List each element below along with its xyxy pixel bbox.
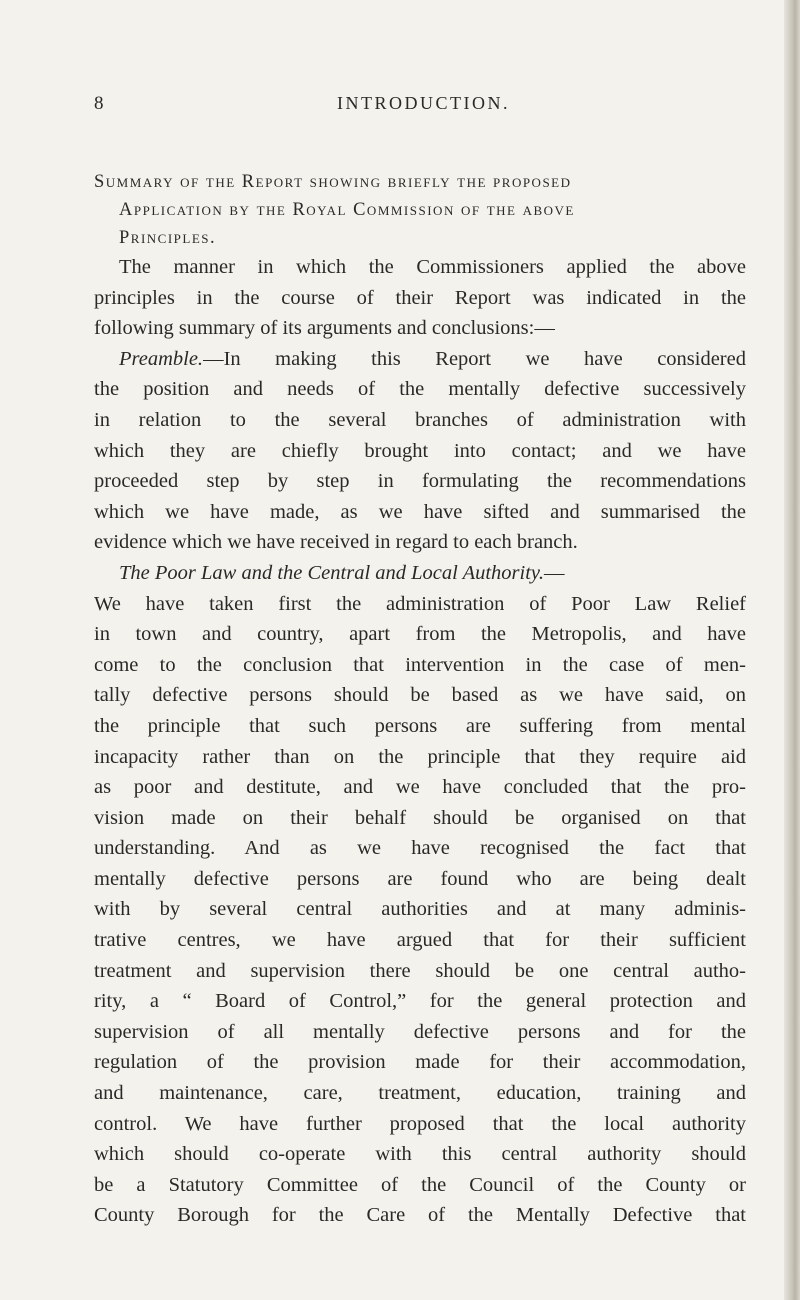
running-head: INTRODUCTION. (337, 93, 510, 113)
text-line: which they are chiefly brought into contact; and we have (94, 439, 746, 462)
heading-line: Principles. (119, 228, 217, 248)
text-line: come to the conclusion that intervention in the case of men- (94, 653, 746, 676)
page-number: 8 (94, 93, 104, 114)
text-line: which we have made, as we have sifted and summarised the (94, 500, 746, 523)
text-line: control. We have further proposed that the local authority (94, 1112, 746, 1135)
text-line: proceeded step by step in formulating the recommendations (94, 470, 746, 493)
text-line: regulation of the provision made for their accommodation, (94, 1051, 746, 1074)
text-line: The manner in which the Commissioners applied the above (119, 256, 746, 278)
text-line: principles in the course of their Report was indicated in the (94, 286, 746, 309)
text-line: which should co-operate with this central authority should (94, 1143, 746, 1166)
text-line: be a Statutory Committee of the Council of the County or (94, 1173, 746, 1196)
text-line: mentally defective persons are found who are being dealt (94, 867, 746, 890)
text-line: in town and country, apart from the Metropolis, and have (94, 623, 746, 646)
text-line: understanding. And as we have recognised the fact that (94, 837, 746, 860)
preamble-title: Preamble. (119, 347, 204, 370)
page-edge-shadow (784, 0, 800, 1300)
text-line: the position and needs of the mentally defective successively (94, 378, 746, 401)
text-line: and maintenance, care, treatment, education, training and (94, 1082, 746, 1105)
section-title-dash: — (544, 561, 565, 584)
heading-line: Summary of the Report showing briefly the proposed (94, 172, 572, 192)
text-line: supervision of all mentally defective persons and for the (94, 1020, 746, 1043)
preamble-line (94, 344, 746, 375)
text-line: in relation to the several branches of administration with (94, 408, 746, 431)
text-line: evidence which we have received in regard to each branch. (94, 531, 578, 554)
text-line: with by several central authorities and at many adminis- (94, 898, 746, 921)
text-line: rity, a “ Board of Control,” for the general protection and (94, 990, 746, 1013)
section-heading (94, 168, 734, 252)
text-line: tally defective persons should be based as we have said, on (94, 684, 746, 707)
text-line: trative centres, we have argued that for their sufficient (94, 929, 746, 952)
text-line: County Borough for the Care of the Mentally Defective that (94, 1204, 746, 1227)
text-line: We have taken first the administration of Poor Law Relief (94, 592, 746, 615)
text-line: the principle that such persons are suffering from mental (94, 714, 746, 737)
body-text (94, 252, 746, 1231)
section-title: The Poor Law and the Central and Local Authority. (119, 561, 545, 584)
heading-line: Application by the Royal Commission of the above (119, 200, 575, 220)
text-line: vision made on their behalf should be organised on that (94, 806, 746, 829)
text-line: as poor and destitute, and we have concluded that the pro- (94, 776, 746, 799)
text-line: following summary of its arguments and conclusions:— (94, 317, 555, 340)
text-line: incapacity rather than on the principle that they require aid (94, 745, 746, 768)
preamble-text: —In making this Report we have considered (203, 347, 746, 370)
page-header (0, 93, 800, 123)
section-title-line (94, 558, 746, 589)
text-line: treatment and supervision there should be one central autho- (94, 959, 746, 982)
